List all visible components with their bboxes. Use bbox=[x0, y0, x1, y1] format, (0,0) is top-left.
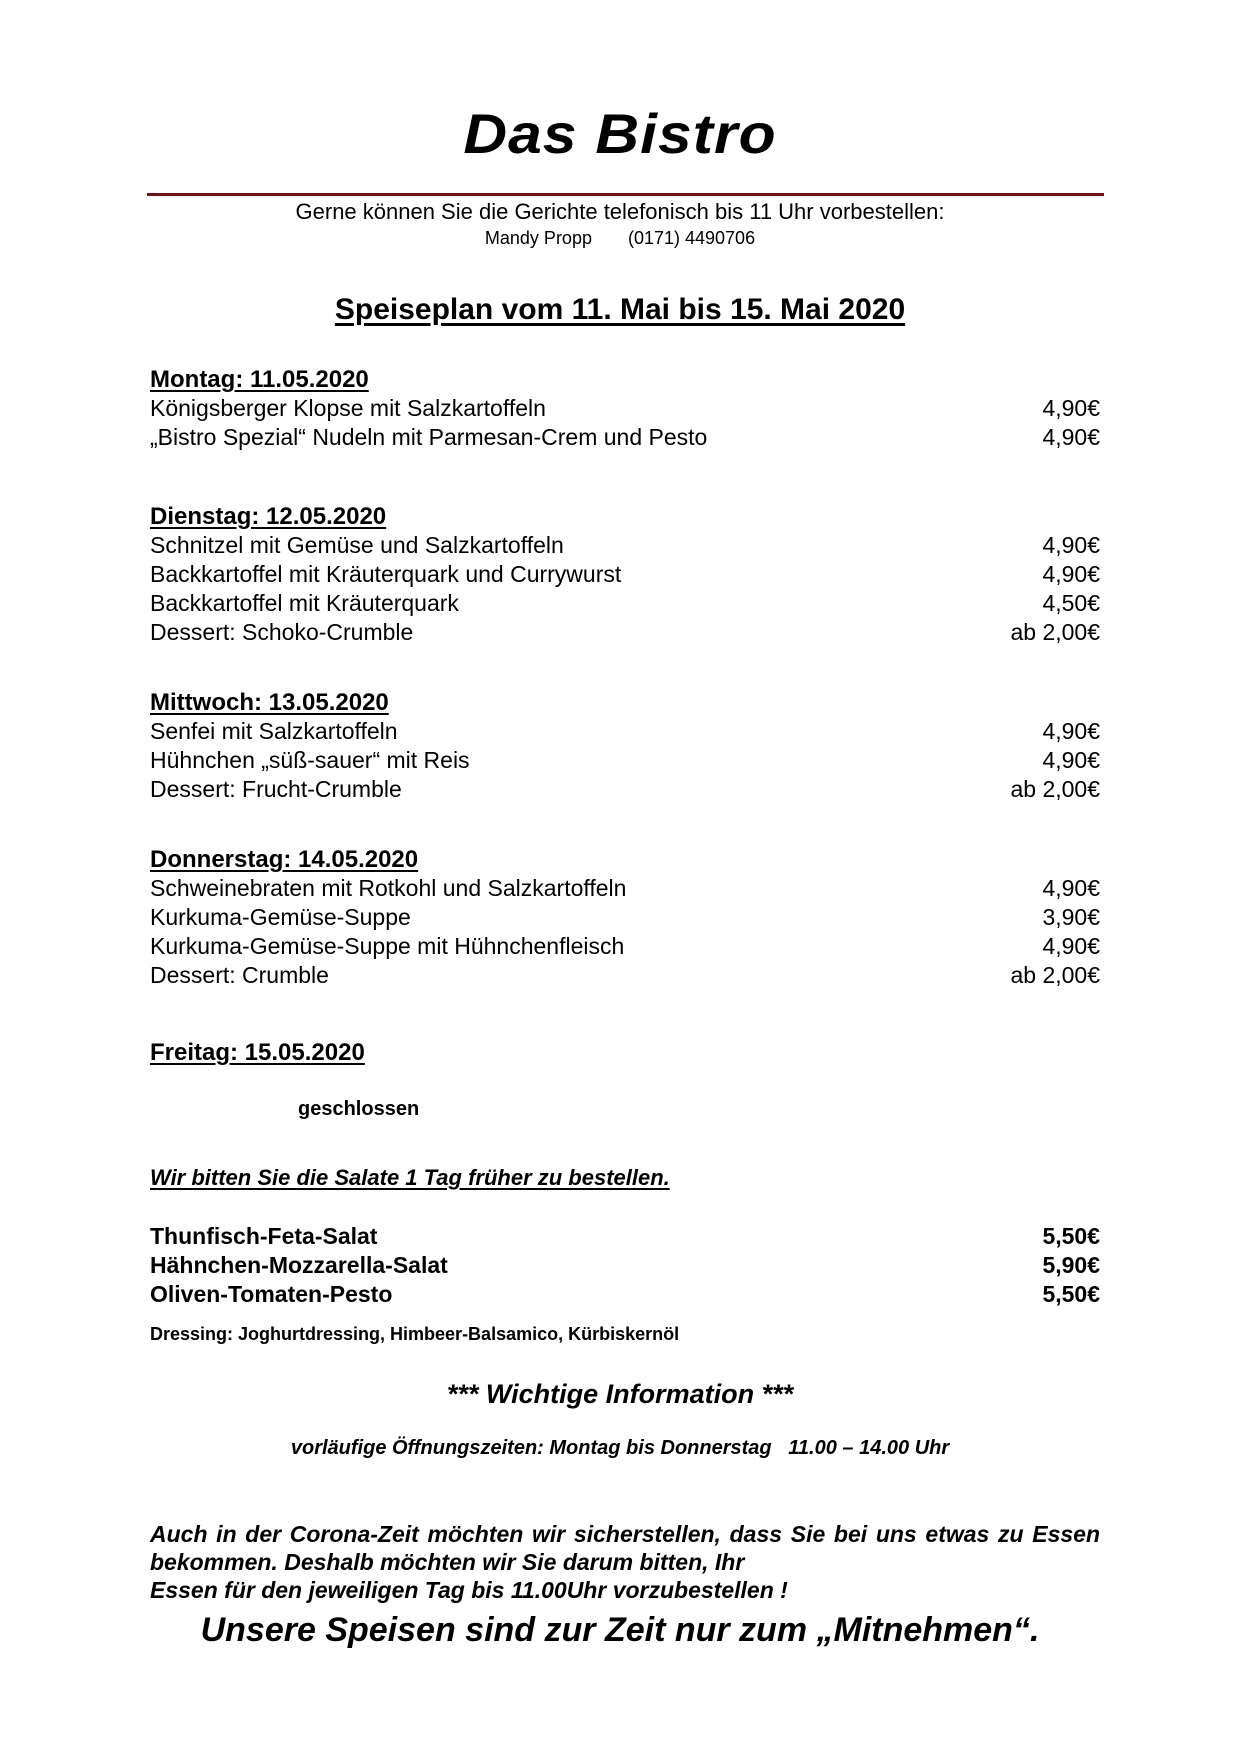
dish-price: 4,90€ bbox=[1042, 875, 1100, 901]
dish-price: 3,90€ bbox=[1042, 904, 1100, 930]
closed-note: geschlossen bbox=[298, 1098, 420, 1120]
corona-paragraph: Auch in der Corona-Zeit möchten wir sicherstellen, dass Sie bei uns etwas zu Essen bekommen. Deshalb möchten wir Sie darum bitten, Ihr bbox=[150, 1521, 1100, 1575]
salad-price: 5,50€ bbox=[1042, 1223, 1100, 1249]
menu-item bbox=[150, 746, 1100, 775]
dish-price: 4,90€ bbox=[1042, 561, 1100, 587]
salad-item bbox=[150, 1222, 1100, 1251]
dish-price: 4,90€ bbox=[1042, 718, 1100, 744]
dish-name: Schweinebraten mit Rotkohl und Salzkartoffeln bbox=[150, 875, 627, 901]
salad-order-note: Wir bitten Sie die Salate 1 Tag früher zu bestellen. bbox=[150, 1165, 670, 1190]
dish-price: ab 2,00€ bbox=[1010, 962, 1100, 988]
salad-item bbox=[150, 1251, 1100, 1280]
menu-item bbox=[150, 961, 1100, 990]
dish-name: Hühnchen „süß-sauer“ mit Reis bbox=[150, 747, 470, 773]
dish-name: „Bistro Spezial“ Nudeln mit Parmesan-Crem und Pesto bbox=[150, 424, 708, 450]
menu-item bbox=[150, 531, 1100, 560]
contact-phone: (0171) 4490706 bbox=[627, 228, 756, 248]
menu-item bbox=[150, 775, 1100, 804]
contact-info bbox=[0, 227, 1240, 249]
salad-list bbox=[150, 1222, 1100, 1309]
corona-notice bbox=[150, 1520, 1100, 1604]
contact-name: Mandy Propp bbox=[484, 228, 592, 248]
dish-price: ab 2,00€ bbox=[1010, 776, 1100, 802]
day-heading: Dienstag: 12.05.2020 bbox=[150, 503, 387, 530]
menu-item bbox=[150, 394, 1100, 423]
dish-name: Backkartoffel mit Kräuterquark bbox=[150, 590, 459, 616]
dish-name: Dessert: Frucht-Crumble bbox=[150, 776, 402, 802]
day-section-montag bbox=[150, 365, 1100, 452]
menu-item bbox=[150, 589, 1100, 618]
salad-price: 5,50€ bbox=[1042, 1281, 1100, 1307]
menu-item bbox=[150, 932, 1100, 961]
salad-price: 5,90€ bbox=[1042, 1252, 1100, 1278]
salad-item bbox=[150, 1280, 1100, 1309]
menu-item bbox=[150, 423, 1100, 452]
dish-price: 4,90€ bbox=[1042, 933, 1100, 959]
menu-item bbox=[150, 560, 1100, 589]
dish-name: Dessert: Crumble bbox=[150, 962, 329, 988]
dish-name: Kurkuma-Gemüse-Suppe bbox=[150, 904, 411, 930]
dish-price: 4,90€ bbox=[1042, 424, 1100, 450]
salad-name: Oliven-Tomaten-Pesto bbox=[150, 1281, 393, 1307]
dish-price: 4,90€ bbox=[1042, 395, 1100, 421]
preorder-notice: Gerne können Sie die Gerichte telefonisch bis 11 Uhr vorbestellen: bbox=[295, 199, 945, 224]
header-rule bbox=[147, 193, 1104, 196]
dressing-options: Dressing: Joghurtdressing, Himbeer-Balsamico, Kürbiskernöl bbox=[150, 1324, 680, 1344]
menu-item bbox=[150, 618, 1100, 647]
salad-name: Hähnchen-Mozzarella-Salat bbox=[150, 1252, 448, 1278]
day-section-dienstag bbox=[150, 502, 1100, 647]
dish-price: 4,90€ bbox=[1042, 532, 1100, 558]
dish-name: Kurkuma-Gemüse-Suppe mit Hühnchenfleisch bbox=[150, 933, 625, 959]
takeaway-notice: Unsere Speisen sind zur Zeit nur zum „Mitnehmen“. bbox=[200, 1611, 1040, 1649]
dish-price: 4,90€ bbox=[1042, 747, 1100, 773]
dish-name: Dessert: Schoko-Crumble bbox=[150, 619, 414, 645]
menu-item bbox=[150, 903, 1100, 932]
opening-hours: vorläufige Öffnungszeiten: Montag bis Donnerstag 11.00 – 14.00 Uhr bbox=[290, 1437, 950, 1459]
dish-name: Senfei mit Salzkartoffeln bbox=[150, 718, 398, 744]
day-section-donnerstag bbox=[150, 845, 1100, 990]
dish-price: 4,50€ bbox=[1042, 590, 1100, 616]
important-info-title: *** Wichtige Information *** bbox=[446, 1379, 794, 1409]
day-heading: Montag: 11.05.2020 bbox=[150, 366, 369, 393]
menu-plan-title: Speiseplan vom 11. Mai bis 15. Mai 2020 bbox=[334, 293, 906, 326]
dish-name: Schnitzel mit Gemüse und Salzkartoffeln bbox=[150, 532, 564, 558]
day-heading: Donnerstag: 14.05.2020 bbox=[150, 846, 419, 873]
menu-item bbox=[150, 874, 1100, 903]
day-heading: Freitag: 15.05.2020 bbox=[150, 1039, 365, 1066]
dish-name: Königsberger Klopse mit Salzkartoffeln bbox=[150, 395, 546, 421]
day-section-freitag bbox=[150, 1038, 1100, 1067]
corona-paragraph-end: Essen für den jeweiligen Tag bis 11.00Uhr vorzubestellen ! bbox=[150, 1577, 788, 1603]
dish-name: Backkartoffel mit Kräuterquark und Currywurst bbox=[150, 561, 622, 587]
dish-price: ab 2,00€ bbox=[1010, 619, 1100, 645]
salad-name: Thunfisch-Feta-Salat bbox=[150, 1223, 378, 1249]
day-heading: Mittwoch: 13.05.2020 bbox=[150, 689, 389, 716]
menu-item bbox=[150, 717, 1100, 746]
bistro-title: Das Bistro bbox=[463, 102, 777, 165]
day-section-mittwoch bbox=[150, 688, 1100, 804]
